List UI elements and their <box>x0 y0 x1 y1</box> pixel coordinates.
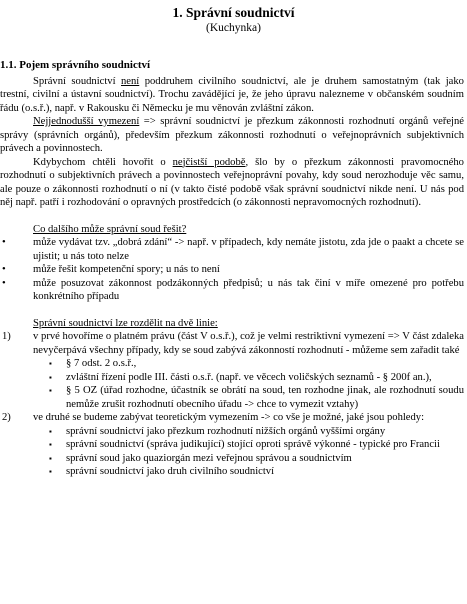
bullet-icon: • <box>2 264 6 275</box>
sub-list-item-text: zvláštní řízení podle III. části o.s.ř. (např. ve věcech voličských seznamů - § 200f an.), <box>66 371 432 383</box>
paragraph-1 <box>0 75 467 116</box>
numbered-item-2 <box>0 411 467 425</box>
sub-list-item-text: správní soudnictví (správa judikující) stojící oproti správě výkonné - typické pro Francii <box>66 439 440 450</box>
list-item-text: může řešit kompetenční spory; u nás to není <box>33 264 220 275</box>
sub-list-item <box>33 452 467 466</box>
sub-list-item-text: § 7 odst. 2 o.s.ř., <box>66 358 137 369</box>
section-heading: 1.1. Pojem správního soudnictví <box>0 59 151 71</box>
numbered-item-text: ve druhé se budeme zabývat teoretickým vymezením -> co vše je možné, jaké jsou pohledy: <box>33 412 425 423</box>
square-bullet-icon: ▪ <box>49 372 52 382</box>
text-run: Správní soudnictví <box>33 75 121 87</box>
text-run: Kdybychom chtěli hovořit o <box>33 156 173 168</box>
sub-list-item-text: správní soud jako quaziorgán mezi veřejnou správou a soudnictvím <box>66 452 352 464</box>
square-bullet-icon: ▪ <box>49 467 52 476</box>
sub-list-item-text: správní soudnictví jako druh civilního soudnictví <box>66 466 275 477</box>
page-title: 1. Správní soudnictví <box>172 5 295 20</box>
underlined-text: Nejjednodušší vymezení <box>33 116 140 127</box>
spacer <box>0 304 467 317</box>
square-bullet-icon: ▪ <box>49 359 52 368</box>
sub-list-item-text: správní soudnictví jako přezkum rozhodnutí nižších orgánů vyššími orgány <box>66 425 386 437</box>
paragraph-2 <box>0 115 467 156</box>
list-item <box>0 236 467 263</box>
sub-list-item-text: § 5 OZ (úřad rozhodne, účastník se obrátí na soud, ten rozhodne jinak, ale rozhodnutí soudu nemůže zrušit rozhodnutí obecního úřadu -> chce to vymezit vztahy) <box>66 385 464 410</box>
underlined-text: nejčistší podobě <box>172 156 246 168</box>
square-bullet-icon: ▪ <box>49 426 52 436</box>
numbered-item-text: v prvé hovoříme o platném právu (část V o.s.ř.), což je velmi restriktivní vymezení => V část zdaleka nevyčerpává všechny případy, kdy se soud zabývá zákonností rozhodnutí - můžeme sem zařadit také <box>33 331 464 356</box>
bullet-icon: • <box>2 237 6 248</box>
sub-list-item <box>33 371 467 385</box>
bullet-icon: • <box>2 277 6 289</box>
sub-list-item <box>33 357 467 371</box>
item-number: 1) <box>2 331 11 342</box>
page-subtitle: (Kuchynka) <box>206 22 261 34</box>
item-number: 2) <box>2 412 11 423</box>
list-item <box>0 277 467 304</box>
spacer <box>0 210 467 223</box>
sub-list-item <box>33 384 467 411</box>
question-heading-2: Správní soudnictví lze rozdělit na dvě linie: <box>33 317 218 329</box>
question-heading-1: Co dalšího může správní soud řešit? <box>33 223 187 235</box>
numbered-item-1 <box>0 330 467 357</box>
list-item-text: může vydávat tzv. „dobrá zdání“ -> např. v případech, kdy nemáte jistotu, zda jde o paakt a chcete se ujistit; u nás toto nelze <box>33 237 464 262</box>
underlined-text: není <box>121 75 140 87</box>
sub-list-item <box>33 438 467 452</box>
sub-list-item <box>33 465 467 479</box>
list-item <box>0 263 467 277</box>
paragraph-3 <box>0 156 467 210</box>
square-bullet-icon: ▪ <box>49 440 52 449</box>
text-run: , šlo by o přezkum zákonnosti pravomocného rozhodnutí o subjektivních právech a povinnostech veřejnoprávní povahy, kdy soud nerozhoduje věc samu, ale pouze o zákonnosti rozhodnutí o ní (v takto čisté podobě však správní soudnictví nikde není. U nás pod něj např. patří i rozhodování o opravných prostředcích (o zákonnosti nepravomocných rozhodnutí). <box>0 156 464 208</box>
square-bullet-icon: ▪ <box>49 386 52 395</box>
text-run: => správní soudnictví je přezkum zákonnosti rozhodnutí orgánů veřejné správy (správních orgánů), především přezkum zákonnosti rozhodnutí o veřejnoprávních subjektivních právech a povinnostech. <box>0 116 464 154</box>
text-run: poddruhem civilního soudnictví, ale je druhem samostatným (tak jako trestní, civilní a ústavní soudnictví). Trochu zavádějící je, že jeho úpravu nalezneme v občanském soudním řádu (o.s.ř.), např. v Rakousku či Německu je mu věnován zvláštní zákon. <box>0 75 464 114</box>
list-item-text: může posuzovat zákonnost podzákonných předpisů; u nás tak činí v míře omezené pro potřebu konkrétního případu <box>33 277 464 302</box>
square-bullet-icon: ▪ <box>49 453 52 463</box>
sub-list-item <box>33 425 467 439</box>
